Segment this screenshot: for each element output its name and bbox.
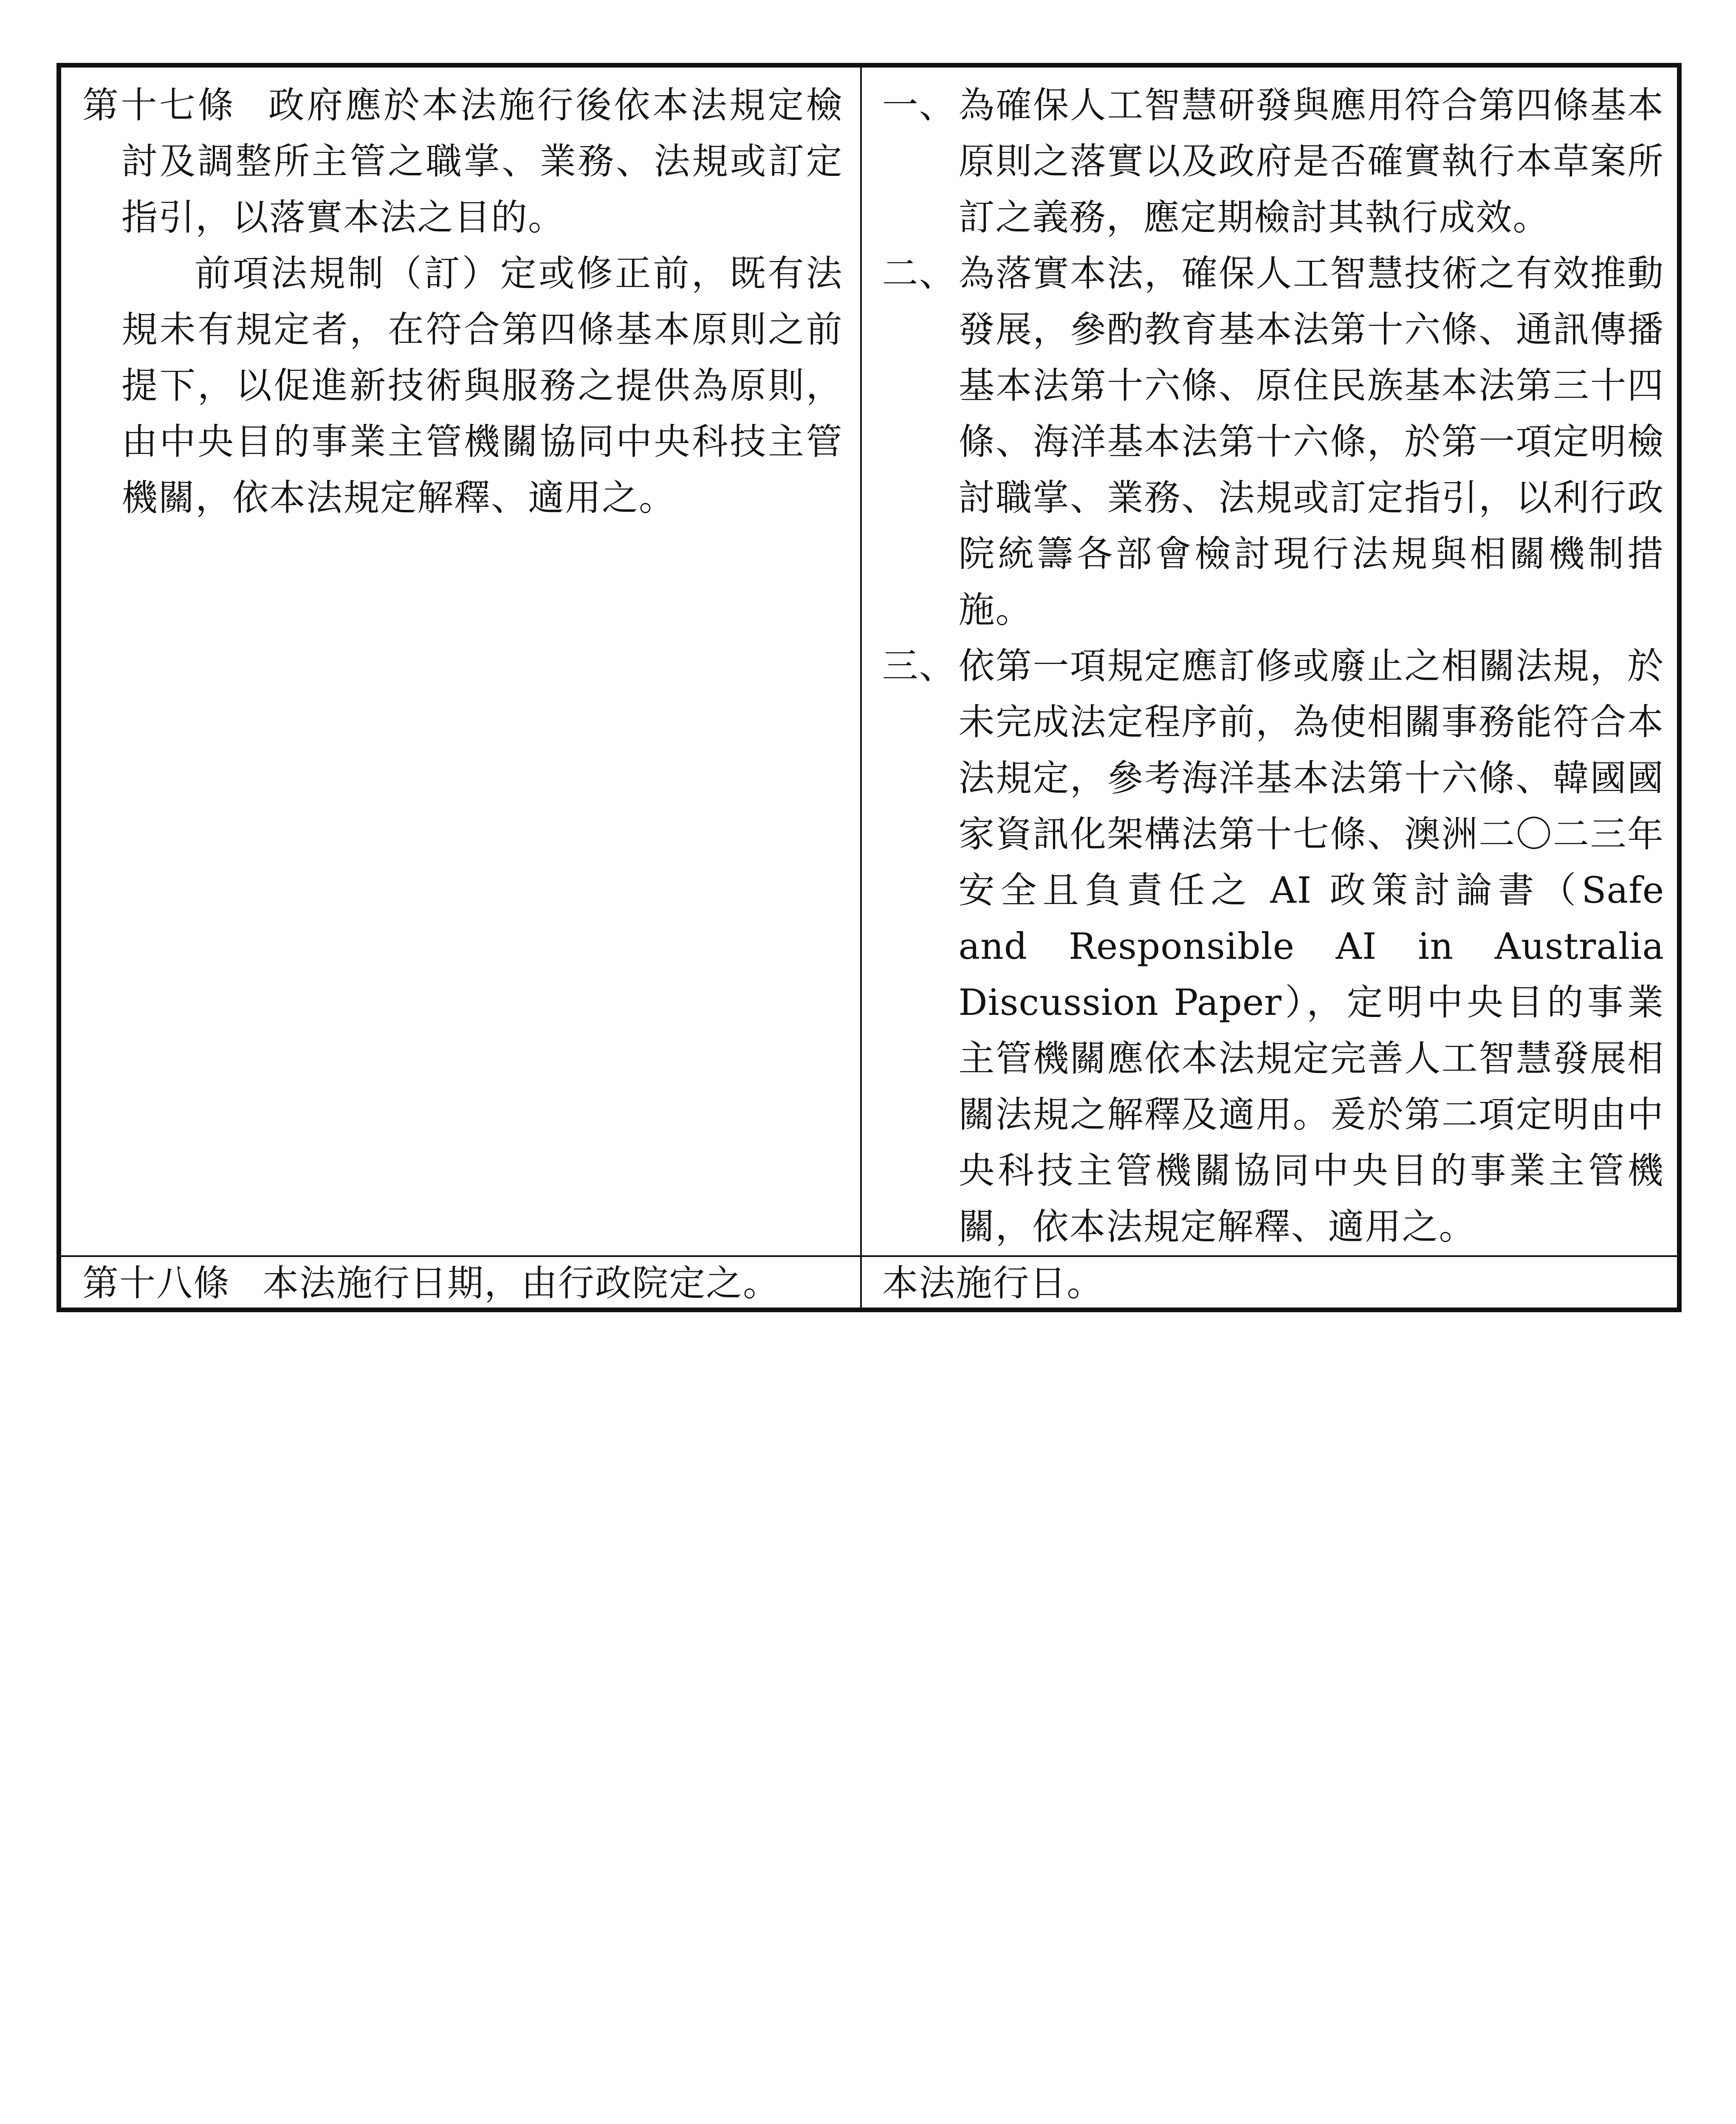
article-17-number: 第十七條 bbox=[82, 85, 236, 127]
explanation-17-item-3 bbox=[882, 638, 1665, 1255]
article-18-text: 本法施行日期，由行政院定之。 bbox=[263, 1263, 780, 1305]
article-18-number: 第十八條 bbox=[82, 1263, 231, 1305]
article-18-cell bbox=[59, 1256, 861, 1310]
explanation-item-text-part1: 依第一項規定應訂修或廢止之相關法規，於未完成法定程序前，為使相關事務能符合本法規定，參考海洋基本法第十六條、韓國國家資訊化架構法第十七條、澳洲二〇二三年安全且負責任之 AI 政策討論書 bbox=[958, 645, 1664, 912]
article-17-clause-1-text: 政府應於本法施行後依本法規定檢討及調整所主管之職掌、業務、法規或訂定指引，以落實本法之目的。 bbox=[121, 85, 843, 239]
explanation-17-item-1 bbox=[882, 78, 1665, 246]
explanation-17-cell bbox=[861, 65, 1680, 1257]
explanation-17-item-2 bbox=[882, 246, 1665, 638]
explanation-item-number: 一、 bbox=[882, 85, 956, 127]
law-comparison-table bbox=[56, 63, 1682, 1312]
explanation-item-text: 為確保人工智慧研發與應用符合第四條基本原則之落實以及政府是否確實執行本草案所訂之義務，應定期檢討其執行成效。 bbox=[958, 85, 1664, 239]
article-18-text-line bbox=[61, 1257, 860, 1307]
explanation-item-english-title: （Safe and Responsible AI in Australia Discussion Paper） bbox=[958, 870, 1665, 1024]
explanation-18-cell bbox=[861, 1256, 1680, 1310]
table-row-article-18 bbox=[59, 1256, 1680, 1310]
explanation-item-text: 為落實本法，確保人工智慧技術之有效推動發展，參酌教育基本法第十六條、通訊傳播基本法第十六條、原住民族基本法第三十四條、海洋基本法第十六條，於第一項定明檢討職掌、業務、法規或訂定指引，以利行政院統籌各部會檢討現行法規與相關機制措施。 bbox=[958, 253, 1664, 631]
article-17-clause-1 bbox=[82, 78, 843, 246]
explanation-18-text: 本法施行日。 bbox=[882, 1263, 1104, 1305]
article-17-cell bbox=[59, 65, 861, 1257]
explanation-item-text-part2: ，定明中央目的事業主管機關應依本法規定完善人工智慧發展相關法規之解釋及適用。爰於第二項定明由中央科技主管機關協同中央目的事業主管機關，依本法規定解釋、適用之。 bbox=[958, 982, 1664, 1248]
explanation-item-number: 三、 bbox=[882, 645, 956, 687]
explanation-item-number: 二、 bbox=[882, 253, 956, 295]
article-17-clause-2: 前項法規制（訂）定或修正前，既有法規未有規定者，在符合第四條基本原則之前提下，以促進新技術與服務之提供為原則，由中央目的事業主管機關協同中央科技主管機關，依本法規定解釋、適用之。 bbox=[121, 253, 843, 519]
table-row-article-17 bbox=[59, 65, 1680, 1257]
